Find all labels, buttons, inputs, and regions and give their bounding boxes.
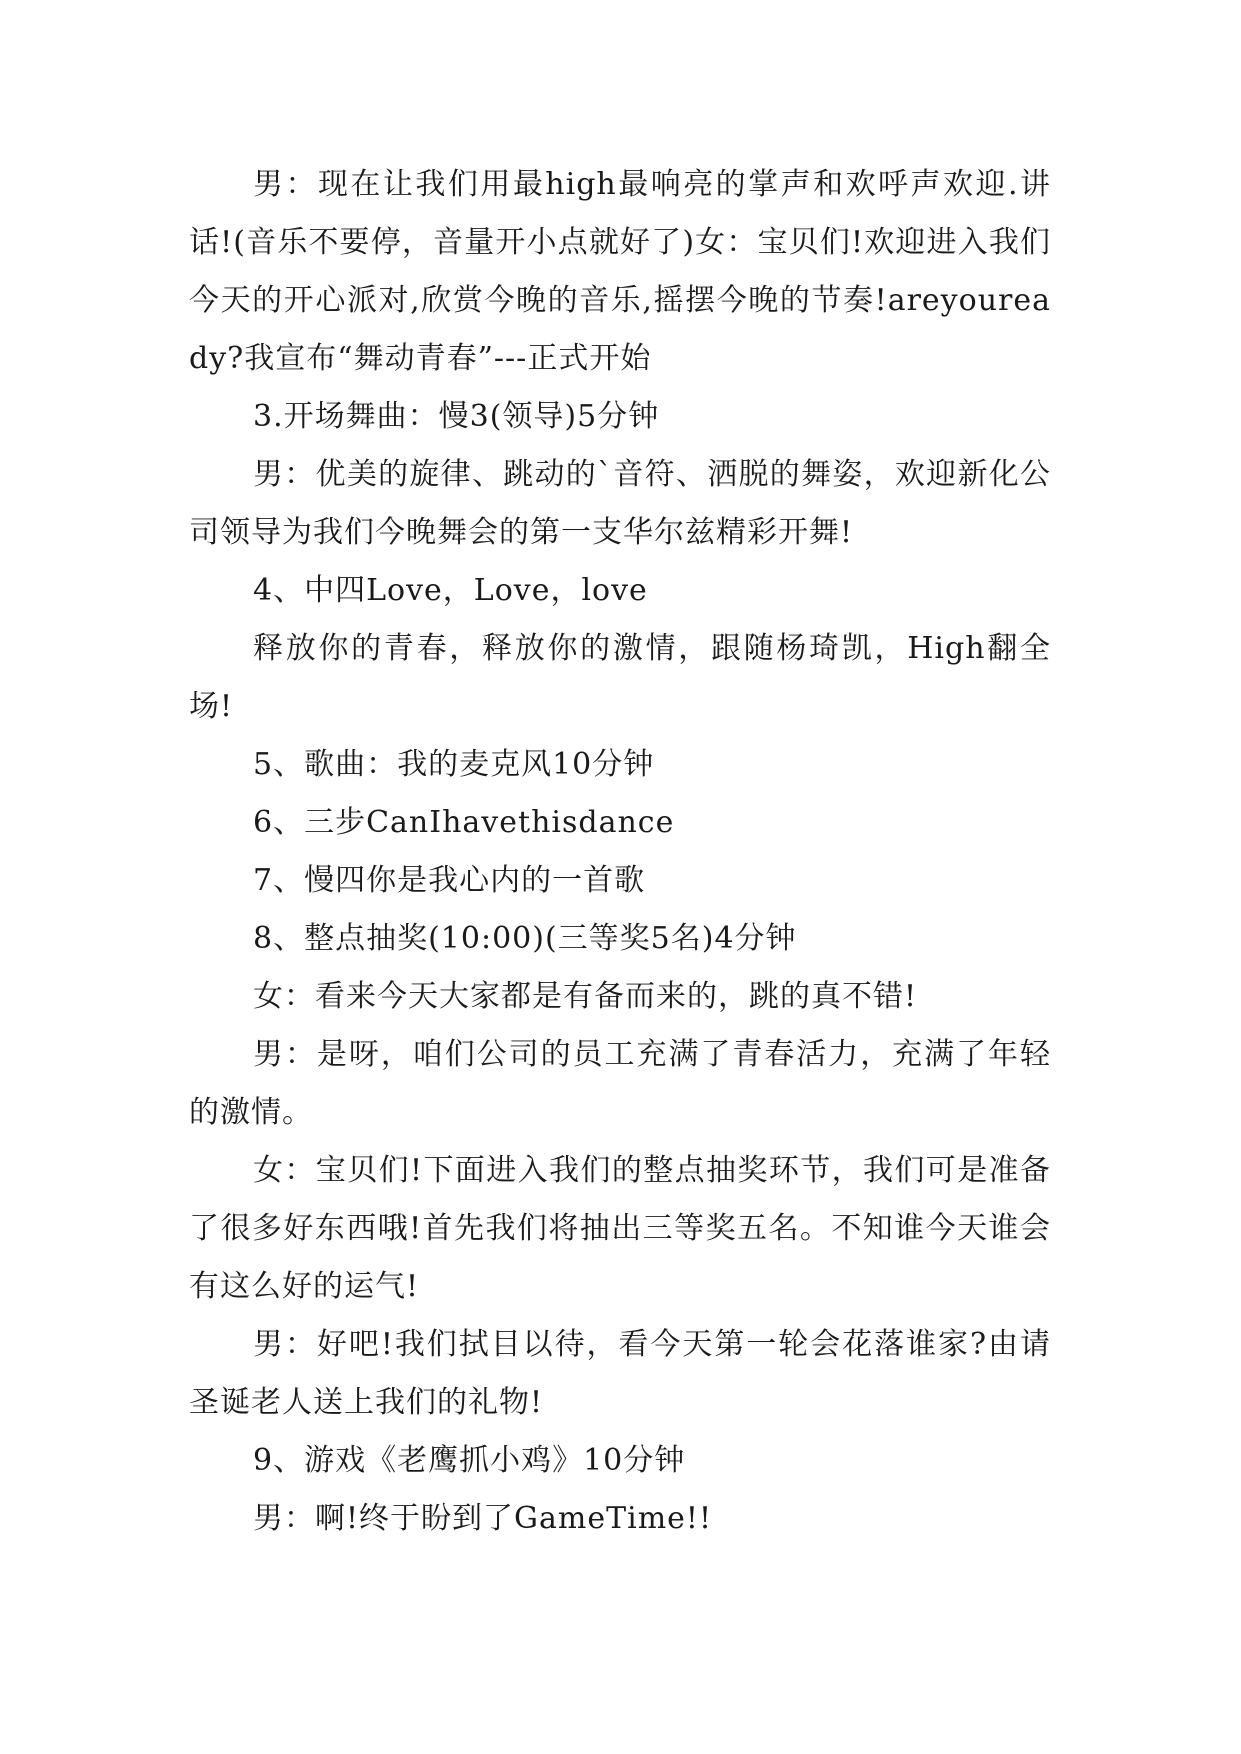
paragraph-item-9: 9、游戏《老鹰抓小鸡》10分钟 [253,1443,686,1478]
paragraph-item-6: 6、三步CanIhavethisdance [253,805,675,840]
paragraph-male-host-3: 男：好吧!我们拭目以待，看今天第一轮会花落谁家?由请圣诞老人送上我们的礼物! [189,1327,1051,1420]
document-body [189,156,1051,1548]
paragraph-male-host-2: 男：是呀，咱们公司的员工充满了青春活力，充满了年轻的激情。 [189,1037,1051,1130]
paragraph-opening-speech: 男：现在让我们用最high最响亮的掌声和欢呼声欢迎.讲话!(音乐不要停，音量开小点就好了)女：宝贝们!欢迎进入我们今天的开心派对,欣赏今晚的音乐,摇摆今晚的节奏!areyouready?我宣布“舞动青春”---正式开始 [189,167,1051,376]
paragraph-item-8: 8、整点抽奖(10:00)(三等奖5名)4分钟 [253,921,797,956]
paragraph-male-host-4: 男：啊!终于盼到了GameTime!! [253,1501,713,1536]
paragraph-male-host-1: 男：优美的旋律、跳动的`音符、洒脱的舞姿，欢迎新化公司领导为我们今晚舞会的第一支华尔兹精彩开舞! [189,457,1051,550]
paragraph-item-5: 5、歌曲：我的麦克风10分钟 [253,747,655,782]
paragraph-item-7: 7、慢四你是我心内的一首歌 [253,863,646,898]
paragraph-release-youth: 释放你的青春，释放你的激情，跟随杨琦凯，High翻全场! [189,631,1051,724]
paragraph-item-4: 4、中四Love，Love，love [253,573,648,608]
paragraph-female-host-2: 女：宝贝们!下面进入我们的整点抽奖环节，我们可是准备了很多好东西哦!首先我们将抽出三等奖五名。不知谁今天谁会有这么好的运气! [189,1153,1051,1304]
paragraph-item-3: 3.开场舞曲：慢3(领导)5分钟 [253,399,660,434]
paragraph-female-host-1: 女：看来今天大家都是有备而来的，跳的真不错! [253,979,918,1014]
